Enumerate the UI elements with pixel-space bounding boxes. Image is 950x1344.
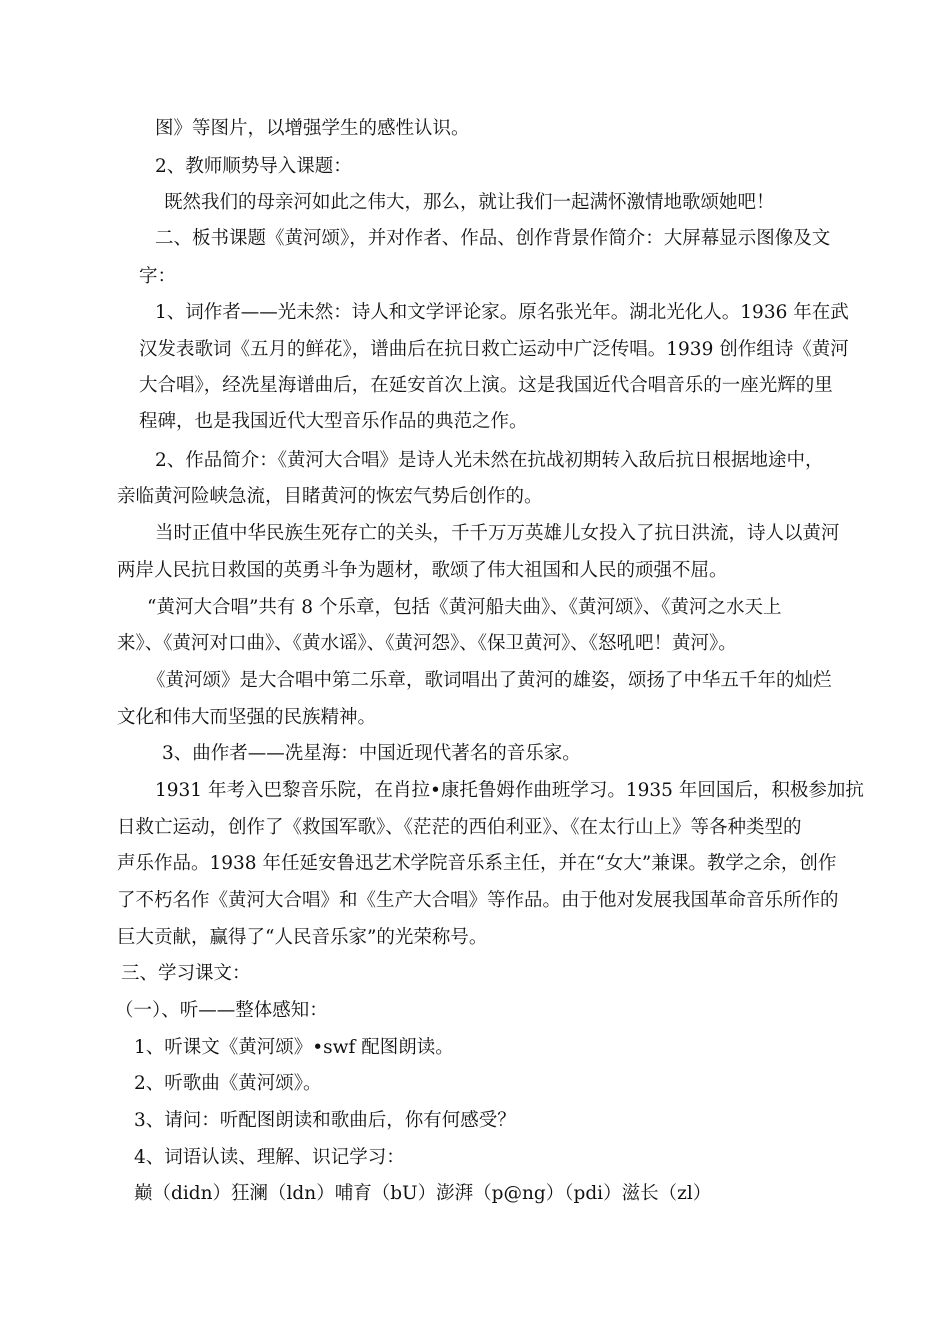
text-line: 3、请问：听配图朗读和歌曲后，你有何感受？ xyxy=(134,1110,516,1131)
text-line: 声乐作品。1938 年任延安鲁迅艺术学院音乐系主任，并在“女大”兼课。教学之余，创作 xyxy=(117,853,837,874)
text-line: 大合唱》，经冼星海谱曲后，在延安首次上演。这是我国近代合唱音乐的一座光辉的里 xyxy=(139,375,833,396)
text-line: 文化和伟大而坚强的民族精神。 xyxy=(117,707,377,728)
text-line: （一）、听——整体感知： xyxy=(115,1000,328,1021)
text-line: 1931 年考入巴黎音乐院，在肖拉•康托鲁姆作曲班学习。1935 年回国后，积极参加抗 xyxy=(155,780,864,801)
text-line: 当时正值中华民族生死存亡的关头，千千万万英雄儿女投入了抗日洪流，诗人以黄河 xyxy=(155,523,840,544)
text-line: 汉发表歌词《五月的鲜花》，谱曲后在抗日救亡运动中广泛传唱。1939 创作组诗《黄河 xyxy=(139,339,849,360)
text-line: 程碑，也是我国近代大型音乐作品的典范之作。 xyxy=(139,411,528,432)
text-line: 1、词作者——光未然：诗人和文学评论家。原名张光年。湖北光化人。1936 年在武 xyxy=(155,302,849,323)
text-line: 了不朽名作《黄河大合唱》和《生产大合唱》等作品。由于他对发展我国革命音乐所作的 xyxy=(117,890,839,911)
text-line: 亲临黄河险峡急流，目睹黄河的恢宏气势后创作的。 xyxy=(117,486,543,507)
text-line: 2、作品简介：《黄河大合唱》是诗人光未然在抗战初期转入敌后抗日根据地途中， xyxy=(155,450,824,471)
text-line: “黄河大合唱”共有 8 个乐章，包括《黄河船夫曲》、《黄河颂》、《黄河之水天上 xyxy=(147,597,782,618)
text-line: 2、听歌曲《黄河颂》。 xyxy=(134,1073,322,1094)
text-line: 3、曲作者——冼星海：中国近现代著名的音乐家。 xyxy=(162,743,581,764)
text-line: 日救亡运动，创作了《救国军歌》、《茫茫的西伯利亚》、《在太行山上》等各种类型的 xyxy=(117,817,802,838)
text-line: 4、词语认读、理解、识记学习： xyxy=(134,1147,405,1168)
text-line: 1、听课文《黄河颂》•swf 配图朗读。 xyxy=(134,1037,454,1058)
text-line: 字： xyxy=(139,266,177,287)
text-line: 《黄河颂》是大合唱中第二乐章，歌词唱出了黄河的雄姿，颂扬了中华五千年的灿烂 xyxy=(147,670,832,691)
text-line: 二、板书课题《黄河颂》，并对作者、作品、创作背景作简介：大屏幕显示图像及文 xyxy=(155,228,831,249)
text-line: 两岸人民抗日救国的英勇斗争为题材，歌颂了伟大祖国和人民的顽强不屈。 xyxy=(117,560,728,581)
text-line: 既然我们的母亲河如此之伟大，那么，就让我们一起满怀激情地歌颂她吧！ xyxy=(164,192,775,213)
text-line: 2、教师顺势导入课题： xyxy=(155,156,352,177)
text-line: 巅（didn）狂澜（ldn）哺育（bU）澎湃（p@ng）（pdi）滋长（zl） xyxy=(134,1183,712,1204)
text-line: 三、学习课文： xyxy=(121,963,251,984)
text-line: 来》、《黄河对口曲》、《黄水谣》、《黄河怨》、《保卫黄河》、《怒吼吧！黄河》。 xyxy=(117,633,737,654)
text-line: 图》等图片，以增强学生的感性认识。 xyxy=(155,118,470,139)
text-line: 巨大贡献，赢得了“人民音乐家”的光荣称号。 xyxy=(117,927,488,948)
